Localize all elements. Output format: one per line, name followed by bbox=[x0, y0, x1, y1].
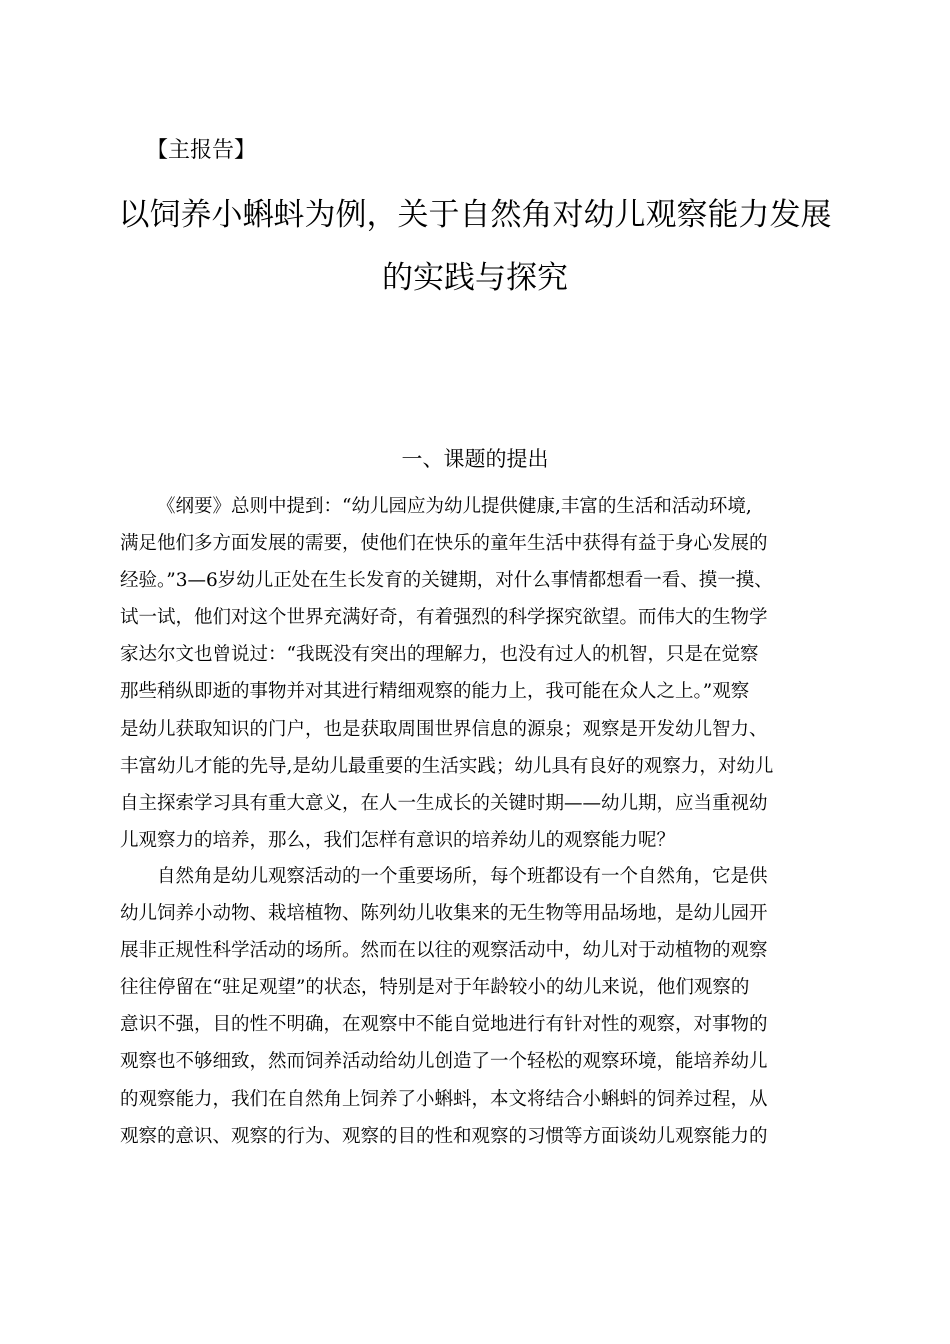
paragraph-line: 儿观察力的培养，那么，我们怎样有意识的培养幼儿的观察能力呢？ bbox=[120, 829, 676, 851]
paragraph-line: 往往停留在“驻足观望”的状态，特别是对于年龄较小的幼儿来说，他们观察的 bbox=[120, 977, 750, 999]
paragraph-line: 展非正规性科学活动的场所。然而在以往的观察活动中，幼儿对于动植物的观察 bbox=[120, 940, 768, 962]
paragraph-line: 是幼儿获取知识的门户，也是获取周围世界信息的源泉；观察是开发幼儿智力、 bbox=[120, 718, 768, 740]
document-title-line-2: 的实践与探究 bbox=[382, 260, 568, 296]
paragraph-line: 满足他们多方面发展的需要，使他们在快乐的童年生活中获得有益于身心发展的 bbox=[120, 533, 768, 555]
paragraph-line: 的观察能力，我们在自然角上饲养了小蝌蚪，本文将结合小蝌蚪的饲养过程，从 bbox=[120, 1088, 768, 1110]
document-title-line-1: 以饲养小蝌蚪为例，关于自然角对幼儿观察能力发展 bbox=[118, 197, 832, 233]
paragraph-line: 幼儿饲养小动物、栽培植物、陈列幼儿收集来的无生物等用品场地，是幼儿园开 bbox=[120, 903, 768, 925]
paragraph-1 bbox=[120, 488, 820, 859]
paragraph-line: 丰富幼儿才能的先导,是幼儿最重要的生活实践；幼儿具有良好的观察力，对幼儿 bbox=[120, 755, 774, 777]
paragraph-2 bbox=[120, 858, 820, 1155]
paragraph-line: 意识不强，目的性不明确，在观察中不能自觉地进行有针对性的观察，对事物的 bbox=[120, 1014, 768, 1036]
paragraph-line: 自主探索学习具有重大意义，在人一生成长的关键时期——幼儿期，应当重视幼 bbox=[120, 792, 768, 814]
paragraph-line: 观察的意识、观察的行为、观察的目的性和观察的习惯等方面谈幼儿观察能力的 bbox=[120, 1125, 768, 1147]
paragraph-line: 经验。”3—6岁幼儿正处在生长发育的关键期，对什么事情都想看一看、摸一摸、 bbox=[120, 570, 773, 592]
paragraph-line: 家达尔文也曾说过：“我既没有突出的理解力，也没有过人的机智，只是在觉察 bbox=[120, 644, 759, 666]
paragraph-line: 自然角是幼儿观察活动的一个重要场所，每个班都设有一个自然角，它是供 bbox=[157, 866, 768, 887]
paragraph-line: 观察也不够细致，然而饲养活动给幼儿创造了一个轻松的观察环境，能培养幼儿 bbox=[120, 1051, 768, 1073]
paragraph-line: 《纲要》总则中提到：“幼儿园应为幼儿提供健康,丰富的生活和活动环境, bbox=[157, 496, 752, 517]
paragraph-line: 那些稍纵即逝的事物并对其进行精细观察的能力上，我可能在众人之上。”观察 bbox=[120, 681, 750, 703]
section-heading: 一、课题的提出 bbox=[401, 447, 549, 471]
report-tag: 【主报告】 bbox=[146, 138, 257, 163]
paragraph-line: 试一试，他们对这个世界充满好奇，有着强烈的科学探究欲望。而伟大的生物学 bbox=[120, 607, 768, 629]
